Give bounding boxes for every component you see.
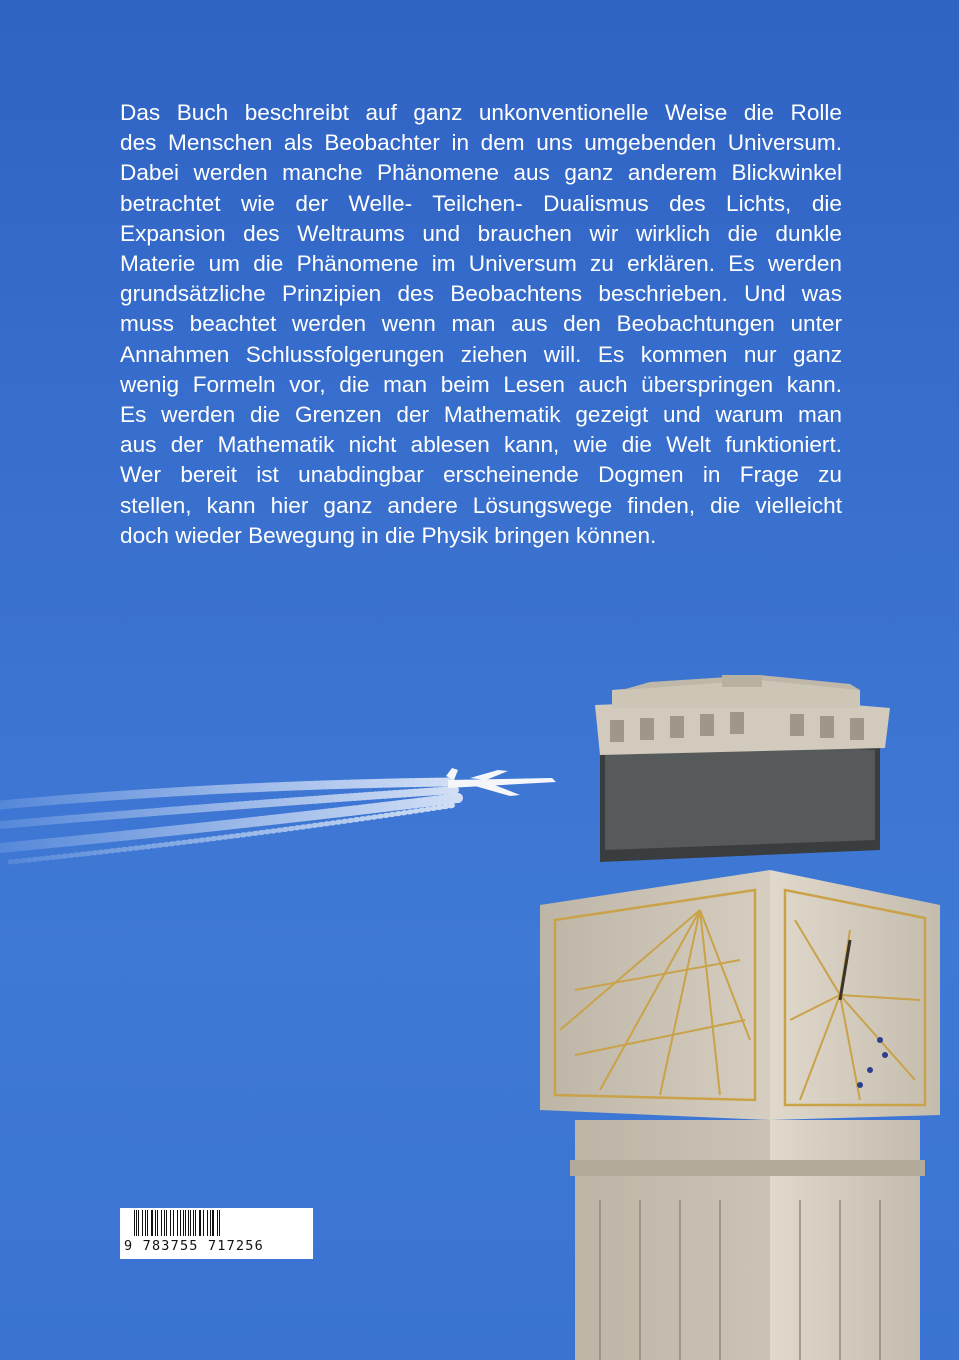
barcode-bar bbox=[180, 1210, 181, 1236]
barcode-bar bbox=[185, 1210, 186, 1236]
airplane bbox=[446, 768, 556, 796]
blurb-line-12: aus der Mathematik nicht ablesen kann, wie die Welt funktioniert. bbox=[120, 432, 842, 458]
barcode-bar bbox=[138, 1210, 139, 1236]
blurb-line-11: Es werden die Grenzen der Mathematik gezeigt und warum man bbox=[120, 402, 842, 428]
blurb-line-14: stellen, kann hier ganz andere Lösungswege finden, die vielleicht bbox=[120, 492, 842, 518]
blurb-line-2: des Menschen als Beobachter in dem uns umgebenden Universum. bbox=[120, 130, 842, 156]
barcode-bar bbox=[193, 1210, 194, 1236]
barcode-bar bbox=[188, 1210, 189, 1236]
blurb-line-1: Das Buch beschreibt auf ganz unkonventionelle Weise die Rolle bbox=[120, 100, 842, 125]
barcode-bar bbox=[199, 1210, 201, 1236]
barcode-bar bbox=[134, 1210, 135, 1236]
blurb-line-6: Materie um die Phänomene im Universum zu erklären. Es werden bbox=[120, 251, 842, 277]
barcode-bar bbox=[157, 1210, 158, 1236]
barcode-bar bbox=[217, 1210, 218, 1236]
blurb-line-7: grundsätzliche Prinzipien des Beobachtens beschrieben. Und was bbox=[120, 281, 842, 307]
blurb-line-3: Dabei werden manche Phänomene aus ganz anderem Blickwinkel bbox=[120, 160, 842, 186]
barcode-bar bbox=[173, 1210, 174, 1236]
blurb-text bbox=[120, 98, 842, 551]
barcode-bar bbox=[183, 1210, 184, 1236]
barcode-bar bbox=[210, 1210, 211, 1236]
barcode-bars bbox=[120, 1208, 313, 1236]
barcode-bar bbox=[161, 1210, 162, 1236]
barcode-bar bbox=[166, 1210, 167, 1236]
blurb-line-10: wenig Formeln vor, die man beim Lesen auch überspringen kann. bbox=[120, 371, 842, 397]
sundial-tower bbox=[540, 675, 940, 1360]
contrail bbox=[0, 782, 458, 862]
barcode-bar bbox=[145, 1210, 146, 1236]
blurb-line-15: doch wieder Bewegung in die Physik bringen können. bbox=[120, 522, 657, 548]
isbn-digits: 9 783755 717256 bbox=[124, 1238, 264, 1254]
barcode-bar bbox=[195, 1210, 196, 1236]
barcode-bar bbox=[142, 1210, 143, 1236]
barcode-bar bbox=[136, 1210, 137, 1236]
barcode-bar bbox=[164, 1210, 165, 1236]
blurb-line-8: muss beachtet werden wenn man aus den Beobachtungen unter bbox=[120, 311, 842, 337]
barcode-bar bbox=[207, 1210, 208, 1236]
blurb-line-9: Annahmen Schlussfolgerungen ziehen will. Es kommen nur ganz bbox=[120, 341, 842, 367]
blurb-line-4: betrachtet wie der Welle- Teilchen- Dualismus des Lichts, die bbox=[120, 190, 842, 216]
barcode-bar bbox=[147, 1210, 148, 1236]
barcode-bar bbox=[177, 1210, 178, 1236]
isbn-barcode bbox=[120, 1208, 313, 1259]
barcode-bar bbox=[203, 1210, 204, 1236]
barcode-bar bbox=[212, 1210, 214, 1236]
blurb-line-13: Wer bereit ist unabdingbar erscheinende Dogmen in Frage zu bbox=[120, 462, 842, 488]
blurb-line-5: Expansion des Weltraums und brauchen wir wirklich die dunkle bbox=[120, 220, 842, 246]
barcode-bar bbox=[151, 1210, 153, 1236]
barcode-bar bbox=[190, 1210, 191, 1236]
barcode-bar bbox=[170, 1210, 171, 1236]
barcode-bar bbox=[155, 1210, 156, 1236]
barcode-bar bbox=[219, 1210, 220, 1236]
